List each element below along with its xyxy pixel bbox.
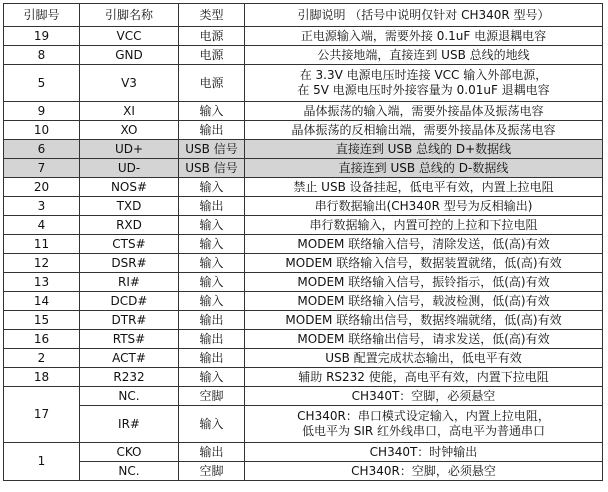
- table-row: [4, 102, 603, 121]
- pin-name: NC.: [80, 387, 179, 406]
- pin-description: 公共接地端，直接连到 USB 总线的地线: [245, 46, 603, 65]
- pin-description-table: [3, 3, 603, 481]
- pin-description: [245, 406, 603, 443]
- pin-description: 串行数据输出(CH340R 型号为反相输出): [245, 197, 603, 216]
- pin-number: 3: [4, 197, 80, 216]
- pin-type: 输出: [179, 349, 245, 368]
- pin-type: 输入: [179, 254, 245, 273]
- pin-description-line-2: 低电平为 SIR 红外线串口，高电平为普通串口: [301, 424, 546, 438]
- pin-number: 5: [4, 65, 80, 102]
- pin-type: 输入: [179, 178, 245, 197]
- pin-type: USB 信号: [179, 140, 245, 159]
- pin-name: TXD: [80, 197, 179, 216]
- pin-name: XI: [80, 102, 179, 121]
- pin-name: V3: [80, 65, 179, 102]
- pin-description: 晶体振荡的输入端，需要外接晶体及振荡电容: [245, 102, 603, 121]
- pin-description: MODEM 联络输入信号，振铃指示，低(高)有效: [245, 273, 603, 292]
- table-row: [4, 216, 603, 235]
- pin-type: 输出: [179, 311, 245, 330]
- pin-name: XO: [80, 121, 179, 140]
- pin-number: 18: [4, 368, 80, 387]
- pin-description: MODEM 联络输出信号，数据终端就绪，低(高)有效: [245, 311, 603, 330]
- pin-type: 输出: [179, 443, 245, 462]
- pin-description: USB 配置完成状态输出，低电平有效: [245, 349, 603, 368]
- pin-type: 输入: [179, 406, 245, 443]
- pin-type: 输入: [179, 102, 245, 121]
- pin-name: VCC: [80, 27, 179, 46]
- pin-number: 4: [4, 216, 80, 235]
- pin-name: CKO: [80, 443, 179, 462]
- pin-type: 输入: [179, 368, 245, 387]
- pin-name: UD-: [80, 159, 179, 178]
- table-row: [4, 140, 603, 159]
- pin-name: NC.: [80, 462, 179, 481]
- pin-type: 电源: [179, 65, 245, 102]
- pin-name: UD+: [80, 140, 179, 159]
- pin-name: DCD#: [80, 292, 179, 311]
- pin-number: 1: [4, 443, 80, 481]
- pin-description-line-1: CH340R：串口模式设定输入，内置上拉电阻，: [297, 409, 550, 423]
- pin-number: 6: [4, 140, 80, 159]
- table-row: [4, 178, 603, 197]
- pin-name: RXD: [80, 216, 179, 235]
- pin-number: 12: [4, 254, 80, 273]
- pin-number: 15: [4, 311, 80, 330]
- pin-type: 输出: [179, 197, 245, 216]
- header-pin-number: 引脚号: [4, 4, 80, 27]
- pin-name: IR#: [80, 406, 179, 443]
- pin-description: 串行数据输入，内置可控的上拉和下拉电阻: [245, 216, 603, 235]
- pin-description: CH340T：空脚，必须悬空: [245, 387, 603, 406]
- pin-description: MODEM 联络输入信号，数据装置就绪，低(高)有效: [245, 254, 603, 273]
- table-row: [4, 197, 603, 216]
- pin-name: NOS#: [80, 178, 179, 197]
- pin-number: 8: [4, 46, 80, 65]
- pin-name: RTS#: [80, 330, 179, 349]
- header-pin-name: 引脚名称: [80, 4, 179, 27]
- pin-type: USB 信号: [179, 159, 245, 178]
- table-header-row: [4, 4, 603, 27]
- header-description: 引脚说明 （括号中说明仅针对 CH340R 型号）: [245, 4, 603, 27]
- pin-description: MODEM 联络输出信号，请求发送，低(高)有效: [245, 330, 603, 349]
- pin-number: 13: [4, 273, 80, 292]
- table-row: [4, 330, 603, 349]
- pin-description: 直接连到 USB 总线的 D+数据线: [245, 140, 603, 159]
- pin-description: 直接连到 USB 总线的 D-数据线: [245, 159, 603, 178]
- pin-description: CH340R：空脚，必须悬空: [245, 462, 603, 481]
- pin-name: R232: [80, 368, 179, 387]
- pin-description: CH340T：时钟输出: [245, 443, 603, 462]
- pin-type: 输入: [179, 216, 245, 235]
- pin-name: CTS#: [80, 235, 179, 254]
- table-row: [4, 311, 603, 330]
- table-row: [4, 121, 603, 140]
- pin-number: 7: [4, 159, 80, 178]
- pin-name: ACT#: [80, 349, 179, 368]
- pin-description-line-1: 在 3.3V 电源电压时连接 VCC 输入外部电源，: [299, 68, 548, 82]
- pin-name: GND: [80, 46, 179, 65]
- table-row: [4, 406, 603, 443]
- pin-type: 空脚: [179, 462, 245, 481]
- pin-number: 20: [4, 178, 80, 197]
- pin-number: 14: [4, 292, 80, 311]
- pin-type: 输入: [179, 235, 245, 254]
- table-row: [4, 254, 603, 273]
- pin-description-line-2: 在 5V 电源电压时外接容量为 0.01uF 退耦电容: [297, 83, 550, 97]
- pin-number: 19: [4, 27, 80, 46]
- pin-number: 11: [4, 235, 80, 254]
- pin-type: 空脚: [179, 387, 245, 406]
- pin-number: 17: [4, 387, 80, 443]
- pin-type: 输出: [179, 330, 245, 349]
- table-row: [4, 235, 603, 254]
- table-row: [4, 368, 603, 387]
- pin-type: 输入: [179, 273, 245, 292]
- pin-name: DTR#: [80, 311, 179, 330]
- table-row: [4, 462, 603, 481]
- pin-type: 电源: [179, 46, 245, 65]
- pin-table-container: [3, 3, 603, 481]
- pin-type: 输出: [179, 121, 245, 140]
- table-row: [4, 65, 603, 102]
- table-row: [4, 159, 603, 178]
- pin-description: MODEM 联络输入信号，载波检测，低(高)有效: [245, 292, 603, 311]
- header-type: 类型: [179, 4, 245, 27]
- table-row: [4, 27, 603, 46]
- pin-description: 正电源输入端，需要外接 0.1uF 电源退耦电容: [245, 27, 603, 46]
- table-row: [4, 273, 603, 292]
- pin-number: 2: [4, 349, 80, 368]
- table-row: [4, 349, 603, 368]
- pin-number: 9: [4, 102, 80, 121]
- pin-name: RI#: [80, 273, 179, 292]
- table-row: [4, 443, 603, 462]
- table-row: [4, 292, 603, 311]
- pin-description: 禁止 USB 设备挂起，低电平有效，内置上拉电阻: [245, 178, 603, 197]
- table-row: [4, 387, 603, 406]
- pin-description: MODEM 联络输入信号，清除发送，低(高)有效: [245, 235, 603, 254]
- table-row: [4, 46, 603, 65]
- pin-number: 16: [4, 330, 80, 349]
- pin-description: 辅助 RS232 使能，高电平有效，内置下拉电阻: [245, 368, 603, 387]
- pin-type: 电源: [179, 27, 245, 46]
- pin-name: DSR#: [80, 254, 179, 273]
- pin-type: 输入: [179, 292, 245, 311]
- pin-description: 晶体振荡的反相输出端，需要外接晶体及振荡电容: [245, 121, 603, 140]
- pin-number: 10: [4, 121, 80, 140]
- pin-description: [245, 65, 603, 102]
